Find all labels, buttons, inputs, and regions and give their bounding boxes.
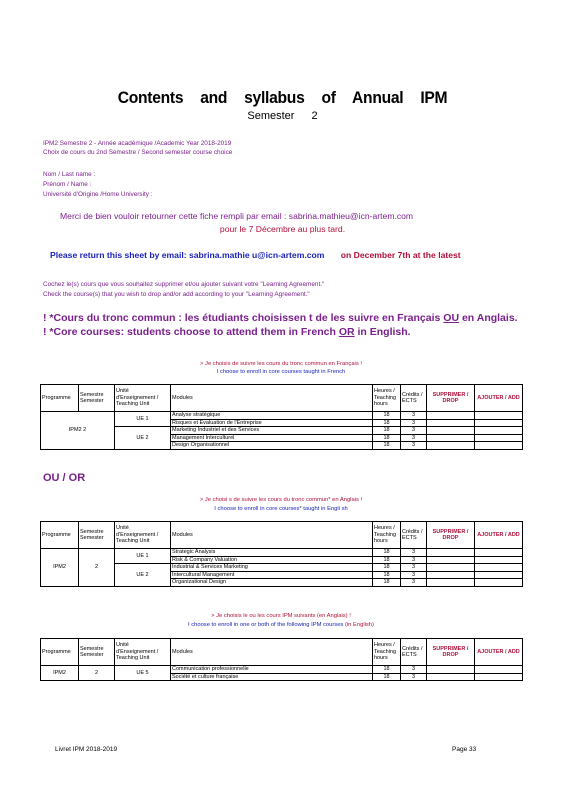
table-row [41, 549, 523, 557]
ects-cell: 3 [401, 666, 427, 674]
ects-cell: 3 [401, 442, 427, 450]
col-programme: Programme [41, 522, 79, 549]
ou-or-divider: OU / OR [43, 472, 86, 484]
drop-checkbox-cell[interactable] [427, 434, 475, 442]
teaching-unit-cell: UE 1 [115, 549, 171, 564]
ects-cell: 3 [401, 419, 427, 427]
col-programme: Programme [41, 385, 79, 412]
hours-cell: 18 [373, 564, 401, 572]
table3-caption-en-text: I choose to enroll in one or both of the following IPM courses [188, 622, 344, 628]
drop-checkbox-cell[interactable] [427, 419, 475, 427]
drop-checkbox-cell[interactable] [427, 442, 475, 450]
hours-cell: 18 [373, 673, 401, 681]
col-programme: Programme [41, 639, 79, 666]
info-lastname: Nom / Last name : [43, 171, 96, 178]
col-supprimer: SUPPRIMER / DROP [427, 522, 475, 549]
drop-checkbox-cell[interactable] [427, 579, 475, 587]
col-ajouter: AJOUTER / ADD [475, 385, 523, 412]
core-note-fr-ou: OU [443, 312, 460, 324]
core-note-en [43, 326, 411, 338]
ects-cell: 3 [401, 571, 427, 579]
table-row [41, 412, 523, 420]
col-supprimer: SUPPRIMER / DROP [427, 385, 475, 412]
ects-cell: 3 [401, 564, 427, 572]
table3-caption-fr: > Je choisis le ou les cours IPM suivants (en Anglais) ! [211, 613, 351, 619]
table3-caption-en [40, 621, 522, 629]
col-semestre: Semestre Semester [79, 522, 115, 549]
programme-cell: IPM2 [41, 666, 79, 681]
info-choice: Choix de cours du 2nd Semestre / Second semester course choice [43, 149, 233, 156]
module-cell: Strategic Analysis [171, 549, 373, 557]
teaching-unit-cell: UE 1 [115, 412, 171, 427]
hours-cell: 18 [373, 412, 401, 420]
col-heures: Heures / Teaching hours [373, 522, 401, 549]
course-table-french [40, 384, 523, 450]
col-unite: Unité d'Enseignement / Teaching Unit [115, 385, 171, 412]
core-note-en-end: in English. [357, 326, 411, 338]
col-heures: Heures / Teaching hours [373, 639, 401, 666]
add-checkbox-cell[interactable] [475, 556, 523, 564]
module-cell: Risk & Company Valuation [171, 556, 373, 564]
hours-cell: 18 [373, 427, 401, 435]
table3-caption-en-lang: (in English) [344, 622, 374, 628]
module-cell: Design Organisationnel [171, 442, 373, 450]
module-cell: Management Interculturel [171, 434, 373, 442]
drop-checkbox-cell[interactable] [427, 564, 475, 572]
module-cell: Industrial & Services Marketing [171, 564, 373, 572]
col-semestre: Semestre Semester [79, 639, 115, 666]
add-checkbox-cell[interactable] [475, 666, 523, 674]
course-table-ipm [40, 638, 523, 681]
col-credits: Crédits / ECTS [401, 522, 427, 549]
hours-cell: 18 [373, 419, 401, 427]
hours-cell: 18 [373, 666, 401, 674]
module-cell: Risques et Evaluation de l'Entreprise [171, 419, 373, 427]
core-note-fr [43, 312, 518, 324]
col-credits: Crédits / ECTS [401, 639, 427, 666]
col-modules: Modules [171, 385, 373, 412]
drop-checkbox-cell[interactable] [427, 412, 475, 420]
hours-cell: 18 [373, 556, 401, 564]
col-credits: Crédits / ECTS [401, 385, 427, 412]
footer-page-number: Page 33 [452, 746, 477, 753]
drop-checkbox-cell[interactable] [427, 556, 475, 564]
return-deadline-en: on December 7th at the latest [340, 250, 461, 260]
add-checkbox-cell[interactable] [475, 419, 523, 427]
core-note-fr-text: ! *Cours du tronc commun : les étudiants choisissen t de les suivre en Français [43, 312, 441, 324]
drop-checkbox-cell[interactable] [427, 666, 475, 674]
col-unite: Unité d'Enseignement / Teaching Unit [115, 522, 171, 549]
drop-checkbox-cell[interactable] [427, 571, 475, 579]
hours-cell: 18 [373, 442, 401, 450]
programme-cell: IPM2 2 [41, 412, 115, 450]
check-instruction-fr: Cochez le(s) cours que vous souhaitez supprimer et/ou ajouter suivant votre "Learning Agreement." [43, 281, 325, 288]
col-ajouter: AJOUTER / ADD [475, 639, 523, 666]
module-cell: Analyse stratégique [171, 412, 373, 420]
semester-cell: 2 [79, 549, 115, 587]
ects-cell: 3 [401, 434, 427, 442]
ects-cell: 3 [401, 579, 427, 587]
core-note-en-text: ! *Core courses: students choose to attend them in French [43, 326, 336, 338]
add-checkbox-cell[interactable] [475, 442, 523, 450]
drop-checkbox-cell[interactable] [427, 673, 475, 681]
ects-cell: 3 [401, 427, 427, 435]
teaching-unit-cell: UE 5 [115, 666, 171, 681]
return-instruction-fr: Merci de bien vouloir retourner cette fiche rempli par email : sabrina.mathieu@icn-artem.com [60, 211, 414, 221]
table1-caption-en: I choose to enroll in core courses taught in French [216, 369, 346, 375]
check-instruction-en: Check the course(s) that you wish to drop and/or add according to your "Learning Agreement." [43, 291, 310, 298]
page-title: Contents and syllabus of Annual IPM [117, 88, 448, 107]
table2-caption-fr: > Je choisi s de suivre les cours du tronc commun* en Anglais ! [199, 497, 363, 503]
col-ajouter: AJOUTER / ADD [475, 522, 523, 549]
footer-booklet: Livret IPM 2018-2019 [55, 746, 118, 753]
module-cell: Marketing Industriel et des Services [171, 427, 373, 435]
add-checkbox-cell[interactable] [475, 571, 523, 579]
programme-cell: IPM2 [41, 549, 79, 587]
semester-cell: 2 [79, 666, 115, 681]
add-checkbox-cell[interactable] [475, 579, 523, 587]
drop-checkbox-cell[interactable] [427, 549, 475, 557]
add-checkbox-cell[interactable] [475, 549, 523, 557]
ects-cell: 3 [401, 673, 427, 681]
core-note-en-or: OR [338, 326, 355, 338]
col-semestre: Semestre Semester [79, 385, 115, 412]
table1-caption-fr: > Je choisis de suivre les cours du tronc commun en Français ! [200, 361, 362, 367]
info-firstname: Prénom / Name : [43, 181, 92, 188]
col-supprimer: SUPPRIMER / DROP [427, 639, 475, 666]
course-table-english [40, 521, 523, 587]
table2-caption-en: I choose to enroll in core courses* taught in Engli sh [214, 506, 348, 512]
col-heures: Heures / Teaching hours [373, 385, 401, 412]
info-year: IPM2 Semestre 2 - Année académique /Academic Year 2018-2019 [43, 140, 232, 147]
return-deadline-fr: pour le 7 Décembre au plus tard. [219, 224, 346, 234]
return-email-en: Please return this sheet by email: sabrina.mathie u@icn-artem.com [50, 250, 325, 260]
col-unite: Unité d'Enseignement / Teaching Unit [115, 639, 171, 666]
table-row [41, 666, 523, 674]
hours-cell: 18 [373, 549, 401, 557]
module-cell: Société et culture française [171, 673, 373, 681]
drop-checkbox-cell[interactable] [427, 427, 475, 435]
hours-cell: 18 [373, 571, 401, 579]
add-checkbox-cell[interactable] [475, 434, 523, 442]
add-checkbox-cell[interactable] [475, 412, 523, 420]
ects-cell: 3 [401, 412, 427, 420]
col-modules: Modules [171, 639, 373, 666]
module-cell: Communication professionnelle [171, 666, 373, 674]
page-subtitle: Semester 2 [247, 110, 318, 122]
add-checkbox-cell[interactable] [475, 427, 523, 435]
col-modules: Modules [171, 522, 373, 549]
teaching-unit-cell: UE 2 [115, 564, 171, 587]
module-cell: Organizational Design [171, 579, 373, 587]
add-checkbox-cell[interactable] [475, 673, 523, 681]
ects-cell: 3 [401, 549, 427, 557]
info-university: Université d'Origine /Home University : [43, 191, 153, 198]
return-instruction-en [50, 250, 461, 260]
ects-cell: 3 [401, 556, 427, 564]
hours-cell: 18 [373, 579, 401, 587]
add-checkbox-cell[interactable] [475, 564, 523, 572]
teaching-unit-cell: UE 2 [115, 427, 171, 450]
hours-cell: 18 [373, 434, 401, 442]
core-note-fr-end: en Anglais. [461, 312, 518, 324]
module-cell: Intercultural Management [171, 571, 373, 579]
